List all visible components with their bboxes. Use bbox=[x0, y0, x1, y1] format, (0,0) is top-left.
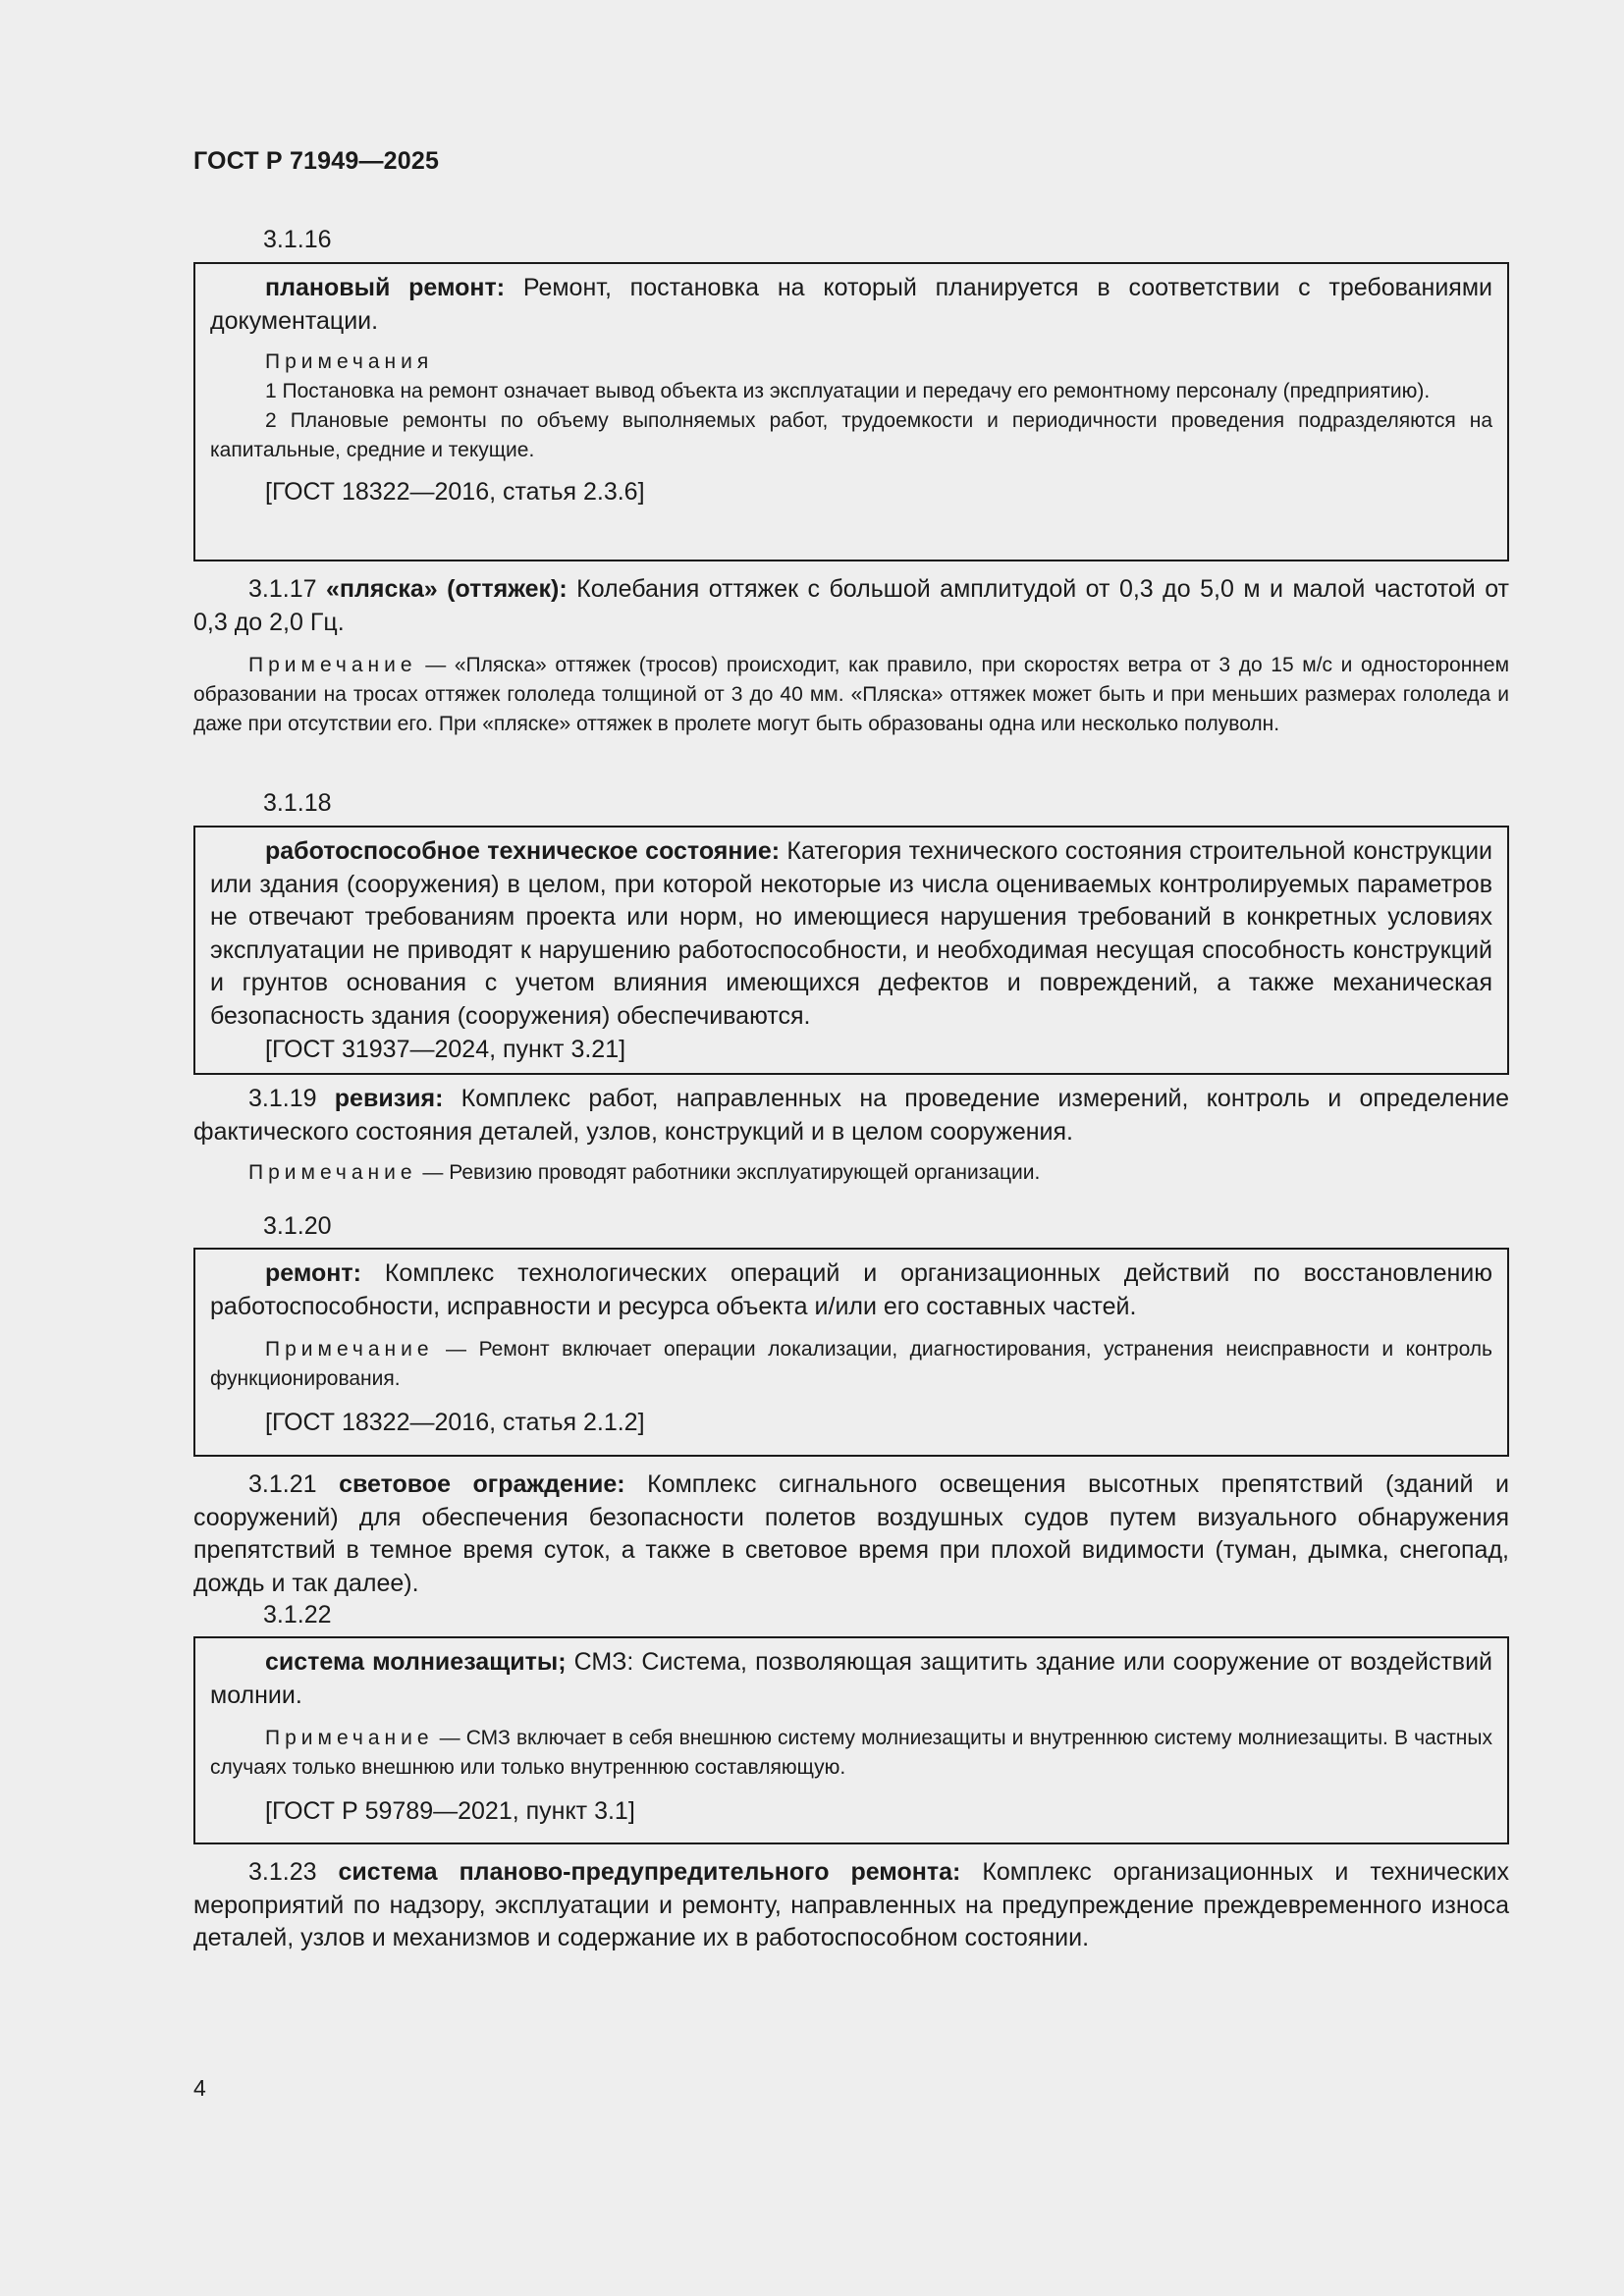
note-dash: — bbox=[416, 654, 455, 676]
definition-text: Комплекс работ, направленных на проведение измерений, контроль и определение фактического состояния деталей, узлов, конструкций и в целом сооружения. bbox=[193, 1085, 1509, 1146]
document-header: ГОСТ Р 71949—2025 bbox=[193, 147, 440, 175]
term-number: 3.1.20 bbox=[263, 1212, 332, 1240]
term-number: 3.1.17 bbox=[248, 575, 326, 603]
term-name: ремонт: bbox=[265, 1259, 361, 1287]
definition-text: Комплекс сигнального освещения высотных препятствий (зданий и сооружений) для обеспечения безопасности полетов воздушных судов путем визуального обнаружения препятствий в темное время суток, а также в световое время при плохой видимости (туман, дымка, снегопад, дождь и так далее). bbox=[193, 1470, 1510, 1597]
definition-text: Колебания оттяжек с большой амплитудой от 0,3 до 5,0 м и малой частотой от 0,3 до 2,0 Гц. bbox=[193, 575, 1510, 636]
term-definition-box bbox=[193, 1636, 1509, 1844]
notes-heading: Примечания bbox=[265, 350, 434, 373]
term-definition bbox=[210, 1257, 1492, 1323]
note-text: СМЗ включает в себя внешнюю систему молниезащиты и внутреннюю систему молниезащиты. В частных случаях только внешнюю или только внутреннюю составляющую. bbox=[210, 1727, 1493, 1779]
term-definition-box bbox=[193, 1248, 1509, 1457]
term-number: 3.1.16 bbox=[263, 226, 332, 253]
term-definition bbox=[210, 1646, 1492, 1712]
term-number: 3.1.22 bbox=[263, 1601, 332, 1629]
term-name: «пляска» (оттяжек): bbox=[325, 575, 568, 603]
term-name: система молниезащиты; bbox=[265, 1648, 567, 1676]
term-definition bbox=[193, 1468, 1509, 1600]
term-definition bbox=[210, 272, 1492, 338]
note-dash: — bbox=[416, 1161, 450, 1184]
term-entry bbox=[193, 1856, 1509, 1955]
term-name: система планово-предупредительного ремонта: bbox=[338, 1858, 961, 1886]
note-text: Ремонт включает операции локализации, диагностирования, устранения неисправности и контроль функционирования. bbox=[210, 1338, 1492, 1390]
term-name: ревизия: bbox=[334, 1085, 444, 1112]
note-dash: — bbox=[433, 1338, 479, 1361]
note-text: «Пляска» оттяжек (тросов) происходит, как правило, при скоростях ветра от 3 до 15 м/с и одностороннем образовании на тросах оттяжек гололеда толщиной от 3 до 40 мм. «Пляска» оттяжек может быть и при меньших размерах гололеда и даже при отсутствии его. При «пляске» оттяжек в пролете могут быть образованы одна или несколько полуволн. bbox=[193, 654, 1510, 735]
term-number: 3.1.21 bbox=[248, 1470, 340, 1498]
term-entry bbox=[193, 1468, 1509, 1600]
term-name: работоспособное техническое состояние: bbox=[265, 837, 781, 865]
note-item: 1 Постановка на ремонт означает вывод объекта из эксплуатации и передачу его ремонтному персоналу (предприятию). bbox=[265, 380, 1431, 402]
note bbox=[210, 1724, 1492, 1783]
term-definition-box bbox=[193, 262, 1509, 561]
source-reference: [ГОСТ Р 59789—2021, пункт 3.1] bbox=[265, 1797, 635, 1825]
term-entry bbox=[193, 573, 1509, 739]
note-item: 2 Плановые ремонты по объему выполняемых работ, трудоемкости и периодичности проведения подразделяются на капитальные, средние и текущие. bbox=[210, 409, 1492, 461]
term-number: 3.1.19 bbox=[248, 1085, 335, 1112]
note-label: Примечание bbox=[265, 1727, 434, 1749]
source-reference: [ГОСТ 18322—2016, статья 2.1.2] bbox=[265, 1409, 645, 1436]
note bbox=[193, 651, 1509, 739]
term-definition bbox=[193, 1856, 1509, 1955]
definition-text: Комплекс организационных и технических мероприятий по надзору, эксплуатации и ремонту, направленных на предупреждение преждевременного износа деталей, узлов и механизмов и содержание их в работоспособном состоянии. bbox=[193, 1858, 1510, 1951]
term-number: 3.1.23 bbox=[248, 1858, 339, 1886]
note-label: Примечание bbox=[248, 1161, 417, 1184]
note bbox=[210, 1335, 1492, 1394]
term-definition bbox=[210, 835, 1492, 1033]
term-definition-box bbox=[193, 826, 1509, 1075]
definition-text: Категория технического состояния строительной конструкции или здания (сооружения) в целом, при которой некоторые из числа оцениваемых контролируемых параметров не отвечают требованиям проекта или норм, но имеющиеся нарушения требований в конкретных условиях эксплуатации не приводят к нарушению работоспособности, и необходимая несущая способность конструкций и грунтов основания с учетом влияния имеющихся дефектов и повреждений, а также механическая безопасность здания (сооружения) обеспечиваются. bbox=[210, 837, 1493, 1030]
term-name: плановый ремонт: bbox=[265, 274, 506, 301]
definition-text: Ремонт, постановка на который планируется в соответствии с требованиями документации. bbox=[210, 274, 1492, 335]
source-reference: [ГОСТ 31937—2024, пункт 3.21] bbox=[265, 1036, 626, 1063]
term-definition bbox=[193, 1083, 1509, 1148]
definition-text: Комплекс технологических операций и организационных действий по восстановлению работоспособности, исправности и ресурса объекта и/или его составных частей. bbox=[210, 1259, 1492, 1320]
note-text: Ревизию проводят работники эксплуатирующей организации. bbox=[449, 1161, 1041, 1184]
term-number: 3.1.18 bbox=[263, 789, 332, 817]
note bbox=[193, 1158, 1509, 1188]
note-label: Примечание bbox=[265, 1338, 434, 1361]
term-name: световое ограждение: bbox=[339, 1470, 625, 1498]
definition-text: СМЗ: Система, позволяющая защитить здание или сооружение от воздействий молнии. bbox=[210, 1648, 1492, 1709]
term-entry bbox=[193, 1083, 1509, 1188]
term-definition bbox=[193, 573, 1509, 639]
note-dash: — bbox=[433, 1727, 466, 1749]
page-number: 4 bbox=[193, 2075, 206, 2101]
note-label: Примечание bbox=[248, 654, 417, 676]
source-reference: [ГОСТ 18322—2016, статья 2.3.6] bbox=[265, 478, 645, 506]
